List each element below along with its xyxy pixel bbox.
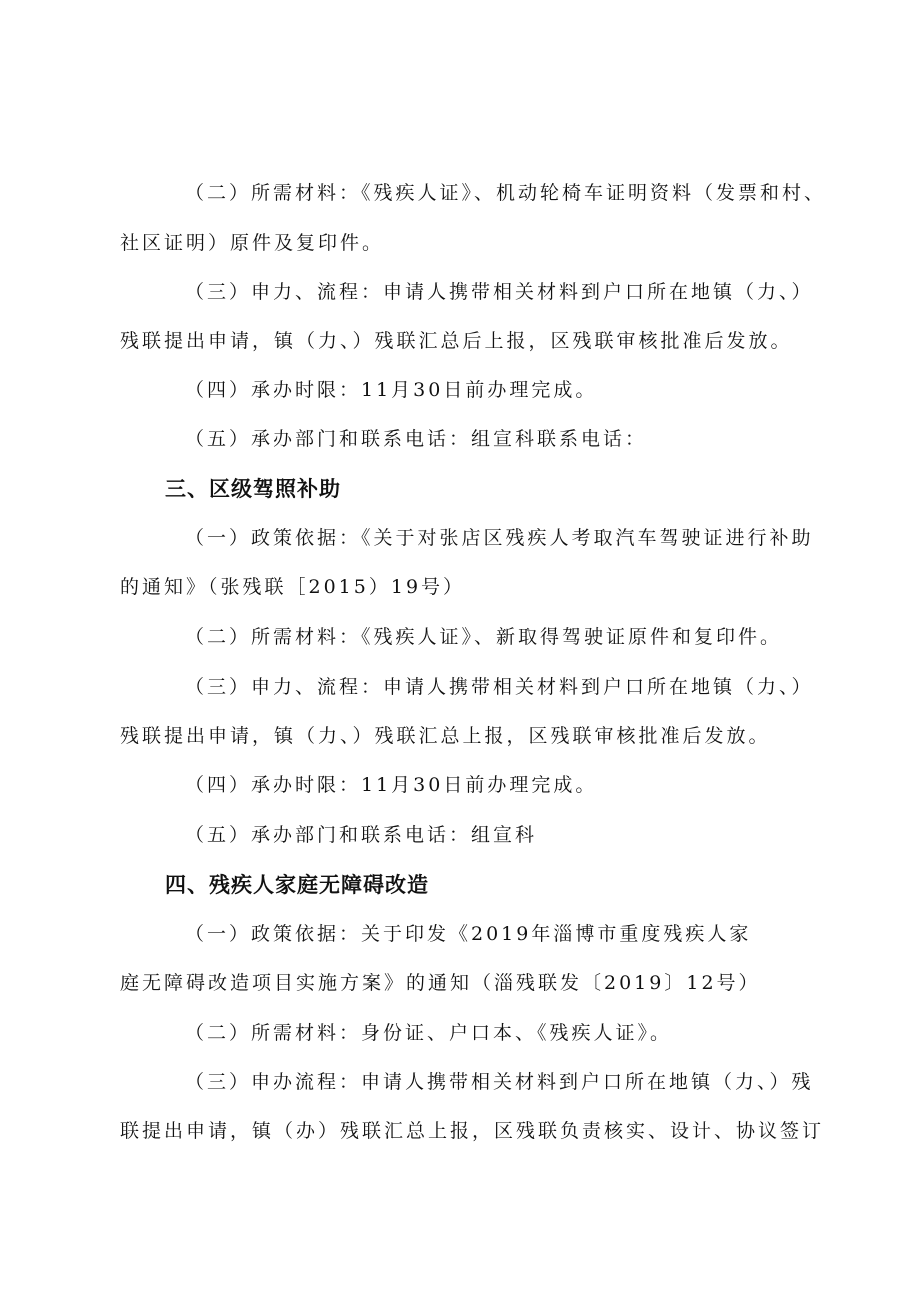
paragraph-line: （二）所需材料：身份证、户口本、《残疾人证》。 xyxy=(185,1022,673,1044)
paragraph-line: （四）承办时限：11月30日前办理完成。 xyxy=(185,379,598,401)
paragraph-line: （一）政策依据：《关于对张店区残疾人考取汽车驾驶证进行补助 xyxy=(185,527,814,549)
section-heading: 三、区级驾照补助 xyxy=(165,477,341,501)
paragraph-line: 庭无障碍改造项目实施方案》的通知（淄残联发〔2019〕12号） xyxy=(120,972,761,994)
paragraph-line: （五）承办部门和联系电话：组宣科 xyxy=(185,824,538,846)
paragraph-line: （四）承办时限：11月30日前办理完成。 xyxy=(185,774,598,796)
paragraph-line: 残联提出申请，镇（力、）残联汇总上报，区残联审核批准后发放。 xyxy=(120,725,771,747)
paragraph-line: （三）申力、流程：申请人携带相关材料到户口所在地镇（力、） xyxy=(185,676,814,698)
paragraph-line: （二）所需材料：《残疾人证》、机动轮椅车证明资料（发票和村、 xyxy=(185,182,827,204)
paragraph-line: （三）申力、流程：申请人携带相关材料到户口所在地镇（力、） xyxy=(185,281,814,303)
paragraph-line: 的通知》（张残联［2015）19号） xyxy=(120,576,466,598)
paragraph-line: 社区证明）原件及复印件。 xyxy=(120,232,385,254)
paragraph-line: （一）政策依据：关于印发《2019年淄博市重度残疾人家 xyxy=(185,923,752,945)
paragraph-line: （三）申办流程：申请人携带相关材料到户口所在地镇（力、）残 xyxy=(185,1071,814,1093)
paragraph-line: 残联提出申请，镇（力、）残联汇总后上报，区残联审核批准后发放。 xyxy=(120,330,793,352)
section-heading: 四、残疾人家庭无障碍改造 xyxy=(165,873,429,897)
paragraph-line: （五）承办部门和联系电话：组宣科联系电话： xyxy=(185,428,648,450)
paragraph-line: （二）所需材料：《残疾人证》、新取得驾驶证原件和复印件。 xyxy=(185,626,783,648)
paragraph-line: 联提出申请，镇（办）残联汇总上报，区残联负责核实、设计、协议签订 xyxy=(120,1120,825,1142)
